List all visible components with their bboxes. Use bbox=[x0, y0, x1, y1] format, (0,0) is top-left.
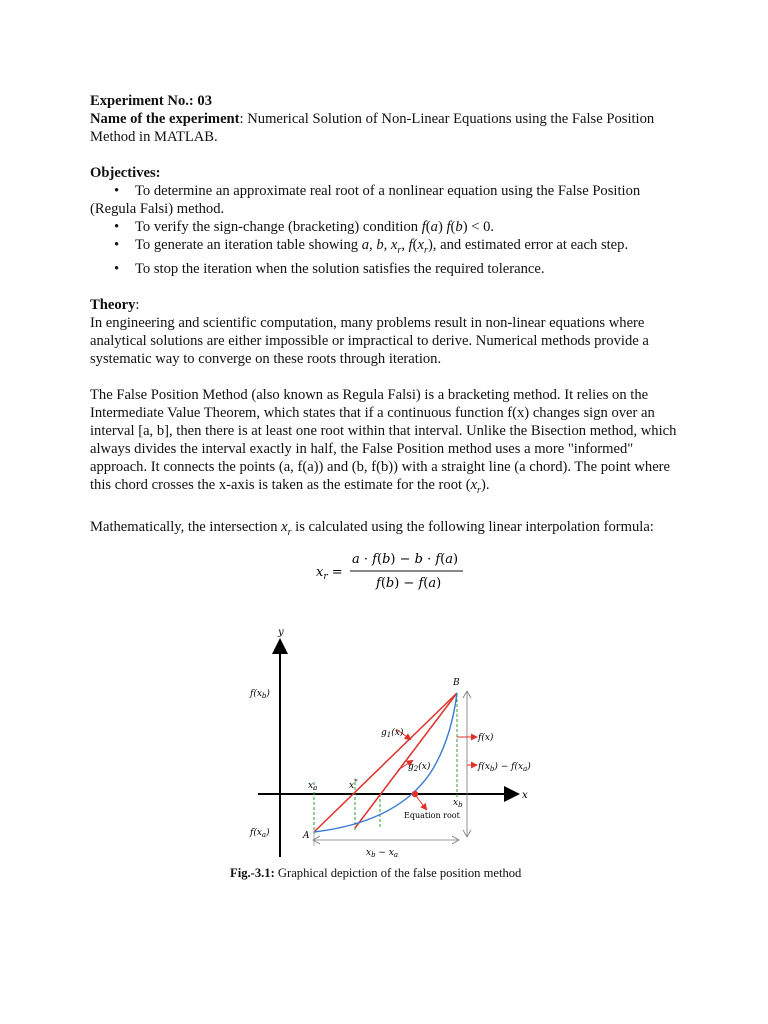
label-g1: $g_1(x)$ bbox=[381, 728, 404, 739]
label-equation-root: Equation root bbox=[404, 811, 460, 820]
root-pointer bbox=[416, 796, 426, 809]
formula-numerator: a · f(b) − b · f(a) bbox=[352, 552, 459, 567]
objectives-list bbox=[90, 182, 682, 278]
label-point-b: B bbox=[453, 678, 460, 688]
objective-item: • To verify the sign-change (bracketing) condition f(a) f(b) < 0. bbox=[114, 219, 495, 235]
objective-item: • To stop the iteration when the solution satisfies the required tolerance. bbox=[114, 260, 545, 277]
label-xa: $x_a$ bbox=[308, 781, 318, 792]
experiment-number: Experiment No.: 03 bbox=[90, 93, 213, 109]
document-body bbox=[90, 92, 682, 542]
label-width: $x_b - x_a$ bbox=[366, 848, 399, 859]
label-f-xb: $f(x_b)$ bbox=[250, 689, 270, 700]
false-position-figure bbox=[248, 622, 548, 862]
label-point-a: A bbox=[303, 831, 310, 841]
label-diff: $f(x_b) - f(x_a)$ bbox=[478, 762, 531, 773]
formula-lhs: $x_r$ = bbox=[316, 565, 343, 582]
objective-item: • To generate an iteration table showing a, b, $x_r$, $f(x_r)$, and estimated error at each step. bbox=[114, 237, 629, 256]
theory-paragraph-1: In engineering and scientific computation, many problems result in non-linear equations where analytical solutions are either impossible or impractical to derive. Numerical methods provide a systematic way to converge on these roots through iteration. bbox=[90, 314, 649, 367]
equation-root-point bbox=[412, 791, 418, 797]
experiment-name: Name of the experiment: Numerical Solution of Non-Linear Equations using the False Position Method in MATLAB. bbox=[90, 111, 655, 145]
theory-paragraph-2: The False Position Method (also known as Regula Falsi) is a bracketing method. It relies on the Intermediate Value Theorem, which states that if a continuous function f(x) changes sign over an interval [a, b], then there is at least one root within that interval. Unlike the Bisection method, which always divides the interval exactly in half, the False Position method uses a more "informed" approach. It connects the points (a, f(a)) and (b, f(b)) with a straight line (a chord). The point where this chord crosses the x-axis is taken as the estimate for the root $(x_r)$. bbox=[90, 386, 677, 496]
theory-heading: Theory: bbox=[90, 296, 140, 313]
formula-denominator: f(b) − f(a) bbox=[376, 576, 442, 591]
false-position-formula bbox=[316, 547, 466, 595]
chord-g2 bbox=[355, 693, 457, 828]
y-axis-label: y bbox=[278, 627, 284, 638]
label-g2: $g_2(x)$ bbox=[408, 762, 431, 773]
label-fx: f(x) bbox=[478, 733, 494, 743]
objectives-heading: Objectives: bbox=[90, 165, 161, 181]
x-axis-label: x bbox=[522, 790, 528, 801]
theory-paragraph-3: Mathematically, the intersection $x_r$ is calculated using the following linear interpolation formula: bbox=[90, 518, 654, 538]
label-xstar: x* bbox=[349, 778, 358, 791]
label-f-xa: $f(x_a)$ bbox=[250, 828, 270, 839]
figure-caption: Fig.-3.1: Graphical depiction of the false position method bbox=[230, 866, 522, 880]
label-xb: $x_b$ bbox=[453, 798, 463, 809]
objective-item: • To determine an approximate real root of a nonlinear equation using the False Position (Regula Falsi) method. bbox=[90, 183, 641, 217]
